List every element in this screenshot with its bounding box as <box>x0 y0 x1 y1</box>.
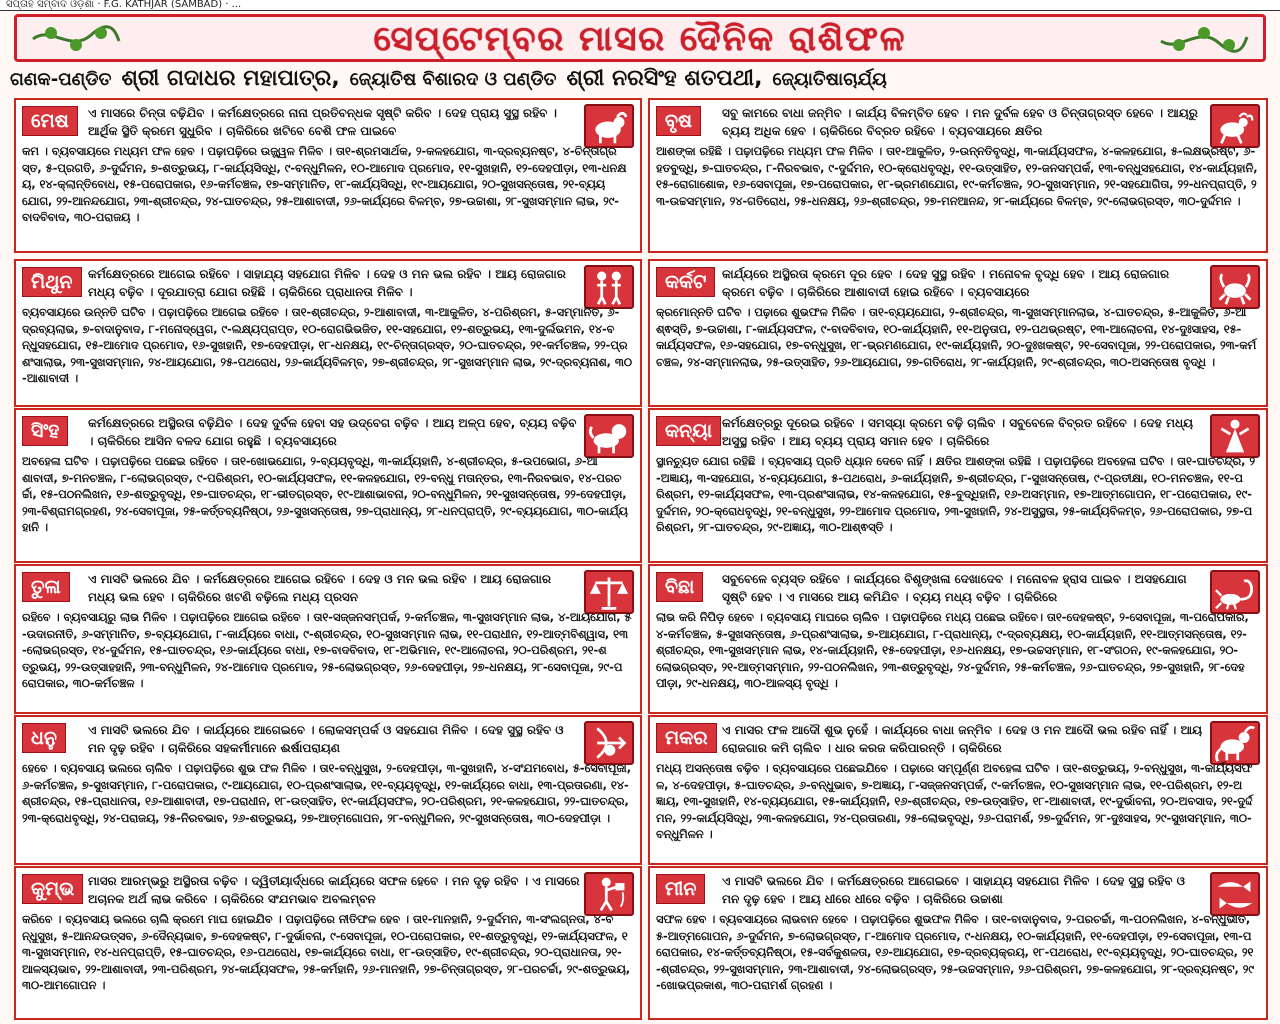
byline-role-2: ଜ୍ୟୋତିଷ ବିଶାରଦ ଓ ପଣ୍ଡିତ <box>349 69 557 90</box>
sign-intro: କର୍ମକ୍ଷେତ୍ରରେ ଅସ୍ଥିରତା ବଢ଼ିଯିବ । ଦେହ ଦୁର୍ବଳ ହେବା ସହ ଉଦ୍‌ବେଗ ବଢ଼ିବ । ଆୟ ଅଳ୍ପ ହେବ, ବ୍ୟୟ ବଢ଼ିବ । ଚାକିରିରେ ଆସିନ ବଳଦ ଯୋଗ ରହୁଛି । ବ୍ୟବସାୟରେ <box>88 416 577 448</box>
sign-body: ଆଶଙ୍କା ରହିଛି । ପଢ଼ାପଢ଼ିରେ ମଧ୍ୟମ ଫଳ ମିଳିବ । ତା୧-ଆକୁଳିତ, ୨-ଉନ୍ନତିବୃଦ୍ଧି, ୩-କାର୍ଯ୍ୟସଫଳ, ୪-କଳହଯୋଗ, ୫-ଲକ୍ଷଭ୍ରଷ୍ଟ, ୬-ହତବୁଦ୍ଧି, ୭-ଘାତଚନ୍ଦ୍ର, ୮-ନିରବଭାବ, ୯-ଦୁର୍ଦ୍ଦମନ, ୧୦-କ୍ରୋଧବୃଦ୍ଧି, ୧୧-ଉତ୍ସାହିତ, ୧୨-ଜନସମ୍ପର୍କ, ୧୩-ବନ୍ଧୁସହଯୋଗ, ୧୪-କାର୍ଯ୍ୟହାନି, ୧୫-ରୋଗାଶୋକ, ୧୬-ସେବାପୂଜା, ୧୭-ପରୋପକାର, ୧୮-ଭ୍ରମଣଯୋଗ, ୧୯-କର୍ମଚଞ୍ଚଳ, ୨୦-ସୁଖସମ୍ମାନ, ୨୧-ସହଯୋଗିତା, ୨୨-ଧନପ୍ରାପ୍ତି, ୨୩-ଉଚ୍ଚସମ୍ମାନ, ୨୪-ଗତିରୋଧ, ୨୫-ଧନକ୍ଷୟ, ୨୬-ଶ୍ରୀଚନ୍ଦ୍ର, ୨୭-ମନଆନନ୍ଦ, ୨୮-କାର୍ଯ୍ୟରେ ବିଳମ୍ବ, ୨୯-ଲୋଭଗ୍ରସ୍ତ, ୩୦-ଦୁର୍ଦ୍ଦମନ । <box>656 145 1258 208</box>
sign-name: ତୁଳା <box>22 572 70 602</box>
sign-box-tula <box>14 564 642 714</box>
water-bearer-icon <box>584 872 634 916</box>
sign-name: କୁମ୍ଭ <box>22 874 83 904</box>
sign-body: ବ୍ୟବସାୟରେ ଉନ୍ନତି ଘଟିବ । ପଢ଼ାପଢ଼ିରେ ଆଗେଇ ରହିବେ । ତା୧-ଶ୍ରୀଚନ୍ଦ୍ର, ୨-ଆଶାବାଦୀ, ୩-ଆକୁଳିତ, ୪-ପରିଶ୍ରମ, ୫-ସମ୍ମାନିତ, ୬-ଦ୍ରବ୍ୟଲାଭ, ୭-ବାଦାନୁବାଦ, ୮-ମନୋଦ୍ୱେଗ, ୯-ଲକ୍ଷ୍ୟପ୍ରାପ୍ତ, ୧୦-ରୋଗଭିଭଜିତ, ୧୧-ସହଯୋଗ, ୧୨-ଶତ୍ରୁଭୟ, ୧୩-ଦୁର୍ଲଭମନ, ୧୪-ବନ୍ଧୁସହଯୋଗ, ୧୫-ଆମୋଦ ପ୍ରମୋଦ, ୧୬-ସୁଖହାନି, ୧୭-ଦେହପୀଡ଼ା, ୧୮-ଧନକ୍ଷୟ, ୧୯-ଚିନ୍ତାଗ୍ରସ୍ତ, ୨୦-ଘାତଚନ୍ଦ୍ର, ୨୧-କର୍ମଚଞ୍ଚଳ, ୨୨-ପ୍ରଶଂସାଲାଭ, ୨୩-ସୁଖସମ୍ମାନ, ୨୪-ଆୟଯୋଗ, ୨୫-ପଥରୋଧ, ୨୬-କାର୍ଯ୍ୟବିଳମ୍ବ, ୨୭-ଶ୍ରୀଚନ୍ଦ୍ର, ୨୮-ସୁଖସମ୍ମାନ ଲାଭ, ୨୯-ଦ୍ରବ୍ୟନାଶ, ୩୦-ଆଶାବାଦୀ । <box>22 306 632 386</box>
sign-body: କମ । ବ୍ୟବସାୟରେ ମଧ୍ୟମ ଫଳ ହେବ । ପଢ଼ାପଢ଼ିରେ ଉଜ୍ଜ୍ୱଳ ମିଳିବ । ତା୧-ଶ୍ରମସାର୍ଥକ, ୨-କଳହଯୋଗ, ୩-ଦ୍ରବ୍ୟନଷ୍ଟ, ୪-ଚିନ୍ତାଗ୍ରସ୍ତ, ୫-ପ୍ରଗତି, ୬-ଦୁର୍ଦ୍ଦମନ, ୭-ଶତ୍ରୁଭୟ, ୮-କାର୍ଯ୍ୟସିଦ୍ଧି, ୯-ବନ୍ଧୁମିଳନ, ୧୦-ଆମୋଦ ପ୍ରମୋଦ, ୧୧-ସୁଖହାନି, ୧୨-ଦେହପୀଡ଼ା, ୧୩-ଧନକ୍ଷୟ, ୧୪-କ୍ଲାନ୍ତିବୋଧ, ୧୫-ପରୋପକାର, ୧୬-କର୍ମଚଞ୍ଚଳ, ୧୭-ସମ୍ମାନିତ, ୧୮-କାର୍ଯ୍ୟସିଦ୍ଧି, ୧୯-ଆୟଯୋଗ, ୨୦-ସୁଖସନ୍ତୋଷ, ୨୧-ବ୍ୟୟଯୋଗ, ୨୨-ଆନନ୍ଦଯୋଗ, ୨୩-ଶ୍ରୀଚନ୍ଦ୍ର, ୨୪-ଘାତଚନ୍ଦ୍ର, ୨୫-ଆଶାବାଦୀ, ୨୬-କାର୍ଯ୍ୟରେ ବିଳମ୍ବ, ୨୭-ଉଚ୍ଚାଶା, ୨୮-ସୁଖସମ୍ମାନ ଲାଭ, ୨୯-ବାଦବିବାଦ, ୩୦-ପରାଜୟ । <box>22 145 627 225</box>
sign-intro: କାର୍ଯ୍ୟରେ ଅସ୍ଥିରତା କ୍ରମେ ଦୂର ହେବ । ଦେହ ସୁସ୍ଥ ରହିବ । ମନୋବଳ ବୃଦ୍ଧି ହେବ । ଆୟ ରୋଜଗାର କ୍ରମେ ବଢ଼ିବ । ଚାକିରିରେ ଆଶାବାଦୀ ହୋଇ ରହିବେ । ବ୍ୟବସାୟରେ <box>722 267 1170 299</box>
sign-box-mithuna <box>14 259 642 407</box>
maiden-icon <box>1210 414 1260 458</box>
sign-intro: ସବୁ କାମରେ ବାଧା ଜନ୍ମିବ । କାର୍ଯ୍ୟ ବିଳମ୍ବିତ ହେବ । ମନ ଦୁର୍ବଳ ହେବ ଓ ଚିନ୍ତାଗ୍ରସ୍ତ ହେବେ । ଆୟରୁ ବ୍ୟୟ ଅଧିକ ହେବ । ଚାକିରିରେ ବିବ୍ରତ ରହିବେ । ବ୍ୟବସାୟରେ କ୍ଷତିର <box>722 106 1198 138</box>
sign-name: ଧନୁ <box>22 723 66 753</box>
sign-intro: ଏ ମାସଟି ଭଲରେ ଯିବ । କାର୍ଯ୍ୟରେ ଆଗେଇବେ । ଲୋକସମ୍ପର୍କ ଓ ସହଯୋଗ ମିଳିବ । ଦେହ ସୁସ୍ଥ ରହିବ ଓ ମନ ଦୃଢ଼ ରହିବ । ଚାକିରିରେ ସହକର୍ମୀମାନେ ଈର୍ଷାପରାୟଣ <box>88 723 564 755</box>
scales-icon <box>584 570 634 614</box>
sign-box-simha <box>14 408 642 563</box>
title-banner <box>14 14 1266 62</box>
sign-name: ମକର <box>656 723 717 753</box>
fish-icon <box>1210 872 1260 916</box>
sign-intro: କର୍ମକ୍ଷେତ୍ରରୁ ଦୂରେଇ ରହିବେ । ସମସ୍ୟା କ୍ରମେ ବଢ଼ି ଚାଲିବ । ସବୁବେଳେ ବିବ୍ରତ ରହିବେ । ଦେହ ମଧ୍ୟ ଅସୁସ୍ଥ ରହିବ । ଆୟ ବ୍ୟୟ ପ୍ରାୟ ସମାନ ହେବ । ଚାକିରିରେ <box>722 416 1193 448</box>
sign-box-kumbha <box>14 866 642 1020</box>
archer-icon <box>584 721 634 765</box>
sign-name: ମୀନ <box>656 874 705 904</box>
sign-box-vrisha <box>648 98 1268 253</box>
twins-icon <box>584 265 634 309</box>
sign-intro: ଏ ମାସଟି ଭଲରେ ଯିବ । କର୍ମକ୍ଷେତ୍ରରେ ଆଗେଇ ରହିବେ । ଦେହ ଓ ମନ ଭଲ ରହିବ । ଆୟ ରୋଜଗାର ମଧ୍ୟ ଭଲ ହେବ । ଚାକିରିରେ ଖଟଣି ବଢ଼ିଲେ ମଧ୍ୟ ପ୍ରସନ <box>88 572 551 604</box>
sign-intro: ସବୁବେଳେ ବ୍ୟସ୍ତ ରହିବେ । କାର୍ଯ୍ୟରେ ବିଶୃଙ୍ଖଳା ଦେଖାଦେବ । ମନୋବଳ ହ୍ରାସ ପାଇବ । ଅସହଯୋଗ ସୃଷ୍ଟି ହେବ । ଏ ମାସରେ ଆୟ କମିଯିବ । ବ୍ୟୟ ମଧ୍ୟ ବଢ଼ିବ । ଚାକିରିରେ <box>722 572 1187 604</box>
sign-box-kanya <box>648 408 1268 563</box>
goat-icon <box>1210 721 1260 765</box>
byline-name-2: ଶ୍ରୀ ନରସିଂହ ଶତପଥୀ, <box>566 66 763 91</box>
sign-intro: ଏ ମାସର ଫଳ ଆଦୌ ଶୁଭ ନୁହେଁ । କାର୍ଯ୍ୟରେ ବାଧା ଜନ୍ମିବ । ଦେହ ଓ ମନ ଆଦୌ ଭଲ ରହିବ ନାହିଁ । ଆୟ ରୋଜଗାର କମି ଚାଲିବ । ଧାର କରଜ କରିପାରନ୍ତି । ଚାକିରିରେ <box>722 723 1202 755</box>
sign-box-bichha <box>648 564 1268 714</box>
page-title: ସେପ୍ଟେମ୍ବର ମାସର ଦୈନିକ ରାଶିଫଳ <box>373 19 907 59</box>
top-strip <box>0 0 1280 11</box>
sign-body: ସଫଳ ହେବ । ବ୍ୟବସାୟରେ ଲାଭବାନ ହେବେ । ପଢ଼ାପଢ଼ିରେ ଶୁଭଫଳ ମିଳିବ । ତା୧-ବାଦାନୁବାଦ, ୨-ପରଚର୍ଚ୍ଚା, ୩-ପଠନଲିଖନ, ୪-ବନ୍ଧୁଭୀତ, ୫-ଆତ୍ମଗୋପନ, ୬-ଦୁର୍ଦ୍ଦମନ, ୭-ଲୋଭଗ୍ରସ୍ତ, ୮-ଆମୋଦ ପ୍ରମୋଦ, ୯-ଧନକ୍ଷୟ, ୧୦-କାର୍ଯ୍ୟହାନି, ୧୧-ଦେହପୀଡ଼ା, ୧୨-ସେବାପୂଜା, ୧୩-ପରୋପକାର, ୧୪-କର୍ତ୍ତବ୍ୟନିଷ୍ଠା, ୧୫-ସର୍ବକୁଶଳତା, ୧୬-ଆୟଯୋଗ, ୧୭-ଦ୍ରବ୍ୟକ୍ରୟ, ୧୮-ପଥରୋଧ, ୧୯-ବ୍ୟୟବୃଦ୍ଧି, ୨୦-ଘାତଚନ୍ଦ୍ର, ୨୧-ଶ୍ରୀଚନ୍ଦ୍ର, ୨୨-ସୁଖସମ୍ମାନ, ୨୩-ଆଶାବାଦୀ, ୨୪-ଲୋଭଗ୍ରସ୍ତ, ୨୫-ଉଚ୍ଚସମ୍ମାନ, ୨୬-ପରିଶ୍ରମ, ୨୭-କଳହଯୋଗ, ୨୮-ଦ୍ରବ୍ୟନଷ୍ଟ, ୨୯-ଖୋଭପ୍ରକାଶ, ୩୦-ପରାମର୍ଶ ଗ୍ରହଣ । <box>656 913 1254 993</box>
lion-icon <box>584 414 634 458</box>
vine-ornament-icon <box>1159 23 1249 55</box>
sign-intro: କର୍ମକ୍ଷେତ୍ରରେ ଆଗେଇ ରହିବେ । ସାହାଯ୍ୟ ସହଯୋଗ ମିଳିବ । ଦେହ ଓ ମନ ଭଲ ରହିବ । ଆୟ ରୋଜଗାର ମଧ୍ୟ ବଢ଼ିବ । ଦୂରଯାତ୍ରା ଯୋଗ ରହିଛି । ଚାକିରିରେ ପ୍ରାଧାନତା ମିଳିବ । <box>88 267 566 299</box>
sign-name: କର୍କଟ <box>656 267 715 297</box>
byline-role-3: ଜ୍ୟୋତିଷାଚାର୍ଯ୍ୟ <box>772 69 887 90</box>
sign-name: ବିଛା <box>656 572 703 602</box>
sign-intro: ଏ ମାସରେ ଚିନ୍ତା ବଢ଼ିଯିବ । କର୍ମକ୍ଷେତ୍ରରେ ନାନା ପ୍ରତିବନ୍ଧକ ସୃଷ୍ଟି କରିବ । ଦେହ ପ୍ରାୟ ସୁସ୍ଥ ରହିବ । ଆର୍ଥିକ ସ୍ଥିତି କ୍ରମେ ସୁଧୁରିବ । ଚାକିରିରେ ଖଟିବେ ବେଶି ଫଳ ପାଇବେ <box>88 106 557 138</box>
sign-name: ମିଥୁନ <box>22 267 82 297</box>
sign-body: ସ୍ଥାନଚ୍ୟୁତ ଯୋଗ ରହିଛି । ବ୍ୟବସାୟ ପ୍ରତି ଧ୍ୟାନ ଦେବେ ନାହିଁ । କ୍ଷତିର ଆଶଙ୍କା ରହିଛି । ପଢ଼ାପଢ଼ିରେ ଅବହେଳା ଘଟିବ । ତା୧-ଘାତଚନ୍ଦ୍ର, ୨-ଅଜ୍ଞାୟ, ୩-ସହଯୋଗ, ୪-ବ୍ୟୟଯୋଗ, ୫-ପଥରୋଧ, ୬-କାର୍ଯ୍ୟହାନି, ୭-ଶ୍ରୀଚନ୍ଦ୍ର, ୮-ସୁଖସନ୍ତୋଷ, ୯-ପ୍ରତୀକ୍ଷା, ୧୦-ମନଚଞ୍ଚଳ, ୧୧-ପରିଶ୍ରମ, ୧୨-କାର୍ଯ୍ୟସଫଳ, ୧୩-ପ୍ରଶଂସାଲାଭ, ୧୪-କଳହଯୋଗ, ୧୫-ବୁଦ୍ଧିହାନି, ୧୬-ଅସମ୍ମାନ, ୧୭-ଆତ୍ମଗୋପନ, ୧୮-ପରୋପକାର, ୧୯-ଦୁର୍ଦ୍ଦମନ, ୨୦-କ୍ରୋଧବୃଦ୍ଧି, ୨୧-ବନ୍ଧୁସୁଖ, ୨୨-ଆମୋଦ ପ୍ରମୋଦ, ୨୩-ସୁଖହାନି, ୨୪-ଅସୁସ୍ଥତା, ୨୫-କାର୍ଯ୍ୟବିଳମ୍ବ, ୨୬-ପରୋପକାର, ୨୭-ପରିଶ୍ରମ, ୨୮-ଘାତଚନ୍ଦ୍ର, ୨୯-ଅଜ୍ଞାୟ, ୩୦-ଆଶ୍ଵସ୍ତି । <box>656 455 1255 535</box>
sign-box-karkata <box>648 259 1268 407</box>
vine-ornament-icon <box>31 23 121 55</box>
sign-body: ଅବହେଳା ଘଟିବ । ପଢ଼ାପଢ଼ିରେ ପଛେଇ ରହିବେ । ତା୧-ଖୋଭଯୋଗ, ୨-ବ୍ୟୟବୃଦ୍ଧି, ୩-କାର୍ଯ୍ୟହାନି, ୪-ଶ୍ରୀଚନ୍ଦ୍ର, ୫-ଉପଭୋଗ, ୬-ଆଶାବାଦୀ, ୭-ମନଚଞ୍ଚଳ, ୮-ଲୋଭଗ୍ରସ୍ତ, ୯-ପରିଶ୍ରମ, ୧୦-କାର୍ଯ୍ୟସଫଳ, ୧୧-କଳହଯୋଗ, ୧୨-ବନ୍ଧୁ ମତାନ୍ତର, ୧୩-ନିରବଭାବ, ୧୪-ପରଚର୍ଚ୍ଚା, ୧୫-ପଠନଲିଖନ, ୧୬-ଶତ୍ରୁବୃଦ୍ଧି, ୧୭-ଘାତଚନ୍ଦ୍ର, ୧୮-ଭୀତଗ୍ରସ୍ତ, ୧୯-ଆଶାଭାବନା, ୨୦-ବନ୍ଧୁମିଳନ, ୨୧-ସୁଖସନ୍ତୋଷ, ୨୨-ଦେହପୀଡ଼ା, ୨୩-ବିଶ୍ରାମଗ୍ରହଣ, ୨୪-ସେବାପୂଜା, ୨୫-କର୍ତ୍ତବ୍ୟନିଷ୍ଠା, ୨୬-ସୁଖସନ୍ତୋଷ, ୨୭-ପ୍ରାଧାନ୍ୟ, ୨୮-ଧନପ୍ରାପ୍ତି, ୨୯-ବ୍ୟୟଯୋଗ, ୩୦-କାର୍ଯ୍ୟହାନି । <box>22 455 628 535</box>
bull-icon <box>1210 104 1260 148</box>
sign-intro: ଏ ମାସଟି ଭଲରେ ଯିବ । କର୍ମକ୍ଷେତ୍ରରେ ଆଗେଇବେ । ସାହାଯ୍ୟ ସହଯୋଗ ମିଳିବ । ଦେହ ସୁସ୍ଥ ରହିବ ଓ ମନ ଦୃଢ଼ ହେବ । ଆୟ ଧୀରେ ଧୀରେ ବଢ଼ିବ । ଚାକିରିରେ ଉଚ୍ଚାଶା <box>722 874 1185 906</box>
scorpion-icon <box>1210 570 1260 614</box>
byline <box>10 64 1270 94</box>
sign-box-mesha <box>14 98 642 253</box>
crab-icon <box>1210 265 1260 309</box>
sign-name: ମେଷ <box>22 106 78 136</box>
sign-body: ଲାଭ କରି ନିପିଡ଼ ହେବେ । ବ୍ୟବସାୟ ମାଘରେ ଚାଲିବ । ପଢ଼ାପଢ଼ିରେ ମଧ୍ୟ ପଛେଇ ରହିବେ। ତା୧-ଦେହକଷ୍ଟ, ୨-ସେବାପୂଜା, ୩-ପରୋପକାର, ୪-କର୍ମଚଞ୍ଚଳ, ୫-ସୁଖସନ୍ତୋଷ, ୬-ପ୍ରଶଂସାଲାଭ, ୭-ଆୟଯୋଗ, ୮-ପ୍ରାଧାନ୍ୟ, ୯-ଦ୍ରବ୍ୟକ୍ଷୟ, ୧୦-କାର୍ଯ୍ୟହାନି, ୧୧-ଆତ୍ମସନ୍ତୋଷ, ୧୨-ଶ୍ରୀଚନ୍ଦ୍ର, ୧୩-ସୁଖସମ୍ମାନ ଲାଭ, ୧୪-କାର୍ଯ୍ୟହାନି, ୧୫-ଦେହପୀଡ଼ା, ୧୬-ଧନକ୍ଷୟ, ୧୭-ଉଚ୍ଚସମ୍ମାନ, ୧୮-ସଂଗଠନ, ୧୯-କଳହଯୋଗ, ୨୦-ଲୋଭଗ୍ରସ୍ତ, ୨୧-ଆତ୍ମସମ୍ମାନ, ୨୨-ପଠନଲିଖନ, ୨୩-ଶତ୍ରୁବୃଦ୍ଧି, ୨୪-ଦୁର୍ଦ୍ଦମନ, ୨୫-କର୍ମଚଞ୍ଚଳ, ୨୬-ଘାତଚନ୍ଦ୍ର, ୨୭-ସୁଖହାନି, ୨୮-ଦେହପୀଡ଼ା, ୨୯-ଧନକ୍ଷୟ, ୩୦-ଆଳସ୍ୟ ବୃଦ୍ଧି । <box>656 611 1249 691</box>
sign-name: ବୃଷ <box>656 106 701 136</box>
top-strip-text: ସପ୍ତାହ ସମ୍ବାଦ ଓଡ଼ିଶା · F.G. KATHJAR (SAMBAD) · ... <box>6 0 242 10</box>
sign-box-makara <box>648 715 1268 865</box>
byline-name-1: ଶ୍ରୀ ଗଦାଧର ମହାପାତ୍ର, <box>121 66 340 91</box>
ram-icon <box>584 104 634 148</box>
sign-name: କନ୍ୟା <box>656 416 721 446</box>
sign-intro: ମାସର ଆରମ୍ଭରୁ ଅସ୍ଥିରତା ବଢ଼ିବ । ଦ୍ୱିତୀୟାର୍ଦ୍ଧରେ କାର୍ଯ୍ୟରେ ସଫଳ ହେବେ । ମନ ଦୃଢ଼ ରହିବ । ଏ ମାସରେ ଅଚାନକ ଅର୍ଥ ଲାଭ କରିବେ । ଚାକିରିରେ ସଂଯମଭାବ ଅବଲମ୍ବନ <box>88 874 580 906</box>
sign-box-dhanu <box>14 715 642 865</box>
sign-box-meena <box>648 866 1268 1020</box>
byline-role-1: ଗଣକ-ପଣ୍ଡିତ <box>10 69 112 90</box>
sign-body: ମଧ୍ୟ ଅସନ୍ତୋଷ ବଢ଼ିବ । ବ୍ୟବସାୟରେ ପଛେଇଯିବେ । ପଢ଼ାରେ ସମ୍ପୂର୍ଣ୍ଣ ଅବହେଳା ଘଟିବ । ତା୧-ଶତ୍ରୁଭୟ, ୨-ବନ୍ଧୁସୁଖ, ୩-କାର୍ଯ୍ୟସଫଳ, ୪-ଦେହପୀଡ଼ା, ୫-ଘାତଚନ୍ଦ୍ର, ୬-ବନ୍ଧୁଭାବ, ୭-ଅଜ୍ଞାୟ, ୮-ସଜ୍ଜନସମ୍ପର୍କ, ୯-କର୍ମଚଞ୍ଚଳ, ୧୦-ସୁଖସମ୍ମାନ ଲାଭ, ୧୧-ପରିଶ୍ରମ, ୧୨-ଅଜ୍ଞାୟ, ୧୩-ସୁଖହାନି, ୧୪-ବ୍ୟୟଯୋଗ, ୧୫-କାର୍ଯ୍ୟହାନି, ୧୬-ଶ୍ରୀଚନ୍ଦ୍ର, ୧୭-ଉତ୍ସାହିତ, ୧୮-ଆଶାବାଦୀ, ୧୯-ଦୁର୍ଭାବନା, ୨୦-ଅବସାଦ, ୨୧-ଦୁର୍ଦ୍ଦମନ, ୨୨-କାର୍ଯ୍ୟସିଦ୍ଧି, ୨୩-କଳହଯୋଗ, ୨୪-ପ୍ରତାରଣା, ୨୫-ଲୋଭବୃଦ୍ଧି, ୨୬-ପରାମର୍ଶ, ୨୭-ଦୁର୍ଦ୍ଦମନ, ୨୮-ଦୁଃସାହସ, ୨୯-ସୁଖସମ୍ମାନ, ୩୦-ବନ୍ଧୁମିଳନ । <box>656 762 1253 842</box>
sign-body: କରିବେ । ବ୍ୟବସାୟ ଭଲରେ ଚାଲି କ୍ରମେ ମାଘ ହୋଇଯିବ । ପଢ଼ାପଢ଼ିରେ ନୀତିଫଳ ହେବ । ତା୧-ମାନହାନି, ୨-ଦୁର୍ଦ୍ଦମନ, ୩-ସଂଲଗ୍ନତା, ୪-ବନ୍ଧୁସୁଖ, ୫-ଆନନ୍ଦଉତ୍ସବ, ୬-ଦୈନ୍ୟଭାବ, ୭-ଦେହକଷ୍ଟ, ୮-ଦୁର୍ଭାବନା, ୯-ସେବାପୂଜା, ୧୦-ପରୋପକାର, ୧୧-ଶତ୍ରୁବୃଦ୍ଧି, ୧୨-କାର୍ଯ୍ୟସଫଳ, ୧୩-ସୁଖସମ୍ମାନ, ୧୪-ଧନପ୍ରାପ୍ତି, ୧୫-ଘାତଚନ୍ଦ୍ର, ୧୬-ପଥରୋଧ, ୧୭-କାର୍ଯ୍ୟରେ ବାଧା, ୧୮-ଉତ୍ସାହିତ, ୧୯-ଶ୍ରୀଚନ୍ଦ୍ର, ୨୦-ପ୍ରାଧାନତା, ୨୧-ଆଳସ୍ୟଭାବ, ୨୨-ଆଶାବାଦୀ, ୨୩-ପରିଶ୍ରମ, ୨୪-କାର୍ଯ୍ୟସଫଳ, ୨୫-କର୍ମହାନି, ୨୬-ମାନହାନି, ୨୭-ଚିନ୍ତାଗ୍ରସ୍ତ, ୨୮-ପରଚର୍ଚ୍ଚା, ୨୯-ଶତ୍ରୁଭୟ, ୩୦-ଆମଗୋପନ । <box>22 913 631 993</box>
sign-body: ହେବେ । ବ୍ୟବସାୟ ଭଲରେ ଚାଲିବ । ପଢ଼ାପଢ଼ିରେ ଶୁଭ ଫଳ ମିଳିବ । ତା୧-ବନ୍ଧୁସୁଖ, ୨-ଦେହପୀଡ଼ା, ୩-ସୁଖହାନି, ୪-ସଂଯମବୋଧ, ୫-ସେବାପୂଜା, ୬-କର୍ମଚଞ୍ଚଳ, ୭-ସୁଖସମ୍ମାନ, ୮-ପରୋପକାର, ୯-ଆୟଯୋଗ, ୧୦-ପ୍ରଶଂସାଲାଭ, ୧୧-ବ୍ୟୟବୃଦ୍ଧି, ୧୨-କାର୍ଯ୍ୟରେ ବାଧା, ୧୩-ପ୍ରତାରଣା, ୧୪-ଶ୍ରୀଚନ୍ଦ୍ର, ୧୫-ପ୍ରାଧାନତା, ୧୬-ଆଶାବାଦୀ, ୧୭-ପରାଧୀନ, ୧୮-ଉତ୍ସାହିତ, ୧୯-କାର୍ଯ୍ୟସଫଳ, ୨୦-ପରିଶ୍ରମ, ୨୧-କଳହଯୋଗ, ୨୨-ଘାତଚନ୍ଦ୍ର, ୨୩-କ୍ରୋଧବୃଦ୍ଧି, ୨୪-ପରାଜୟ, ୨୫-ନିରବଭାବ, ୨୬-ଶତ୍ରୁଭୟ, ୨୭-ଆତ୍ମଗୋପନ, ୨୮-ବନ୍ଧୁମିଳନ, ୨୯-ସୁଖସନ୍ତୋଷ, ୩୦-ଦେହପୀଡ଼ା । <box>22 762 631 825</box>
sign-body: ରହିବେ । ବ୍ୟବସାୟରୁ ଲାଭ ମିଳିବ । ପଢ଼ାପଢ଼ିରେ ଆଗେଇ ରହିବେ । ତା୧-ସଜ୍ଜନସମ୍ପର୍କ, ୨-କର୍ମଚଞ୍ଚଳ, ୩-ସୁଖସମ୍ମାନ ଲାଭ, ୪-ଆୟଯୋଗ, ୫-ଉଦାରନୀତି, ୬-ସମ୍ମାନିତ, ୭-ବ୍ୟୟଯୋଗ, ୮-କାର୍ଯ୍ୟରେ ବାଧା, ୯-ଶ୍ରୀଚନ୍ଦ୍ର, ୧୦-ସୁଖସମ୍ମାନ ଲାଭ, ୧୧-ପରାଧୀନ, ୧୨-ଆତ୍ମବିଶ୍ୱାସ, ୧୩-ଲୋଭଗ୍ରସ୍ତ, ୧୪-ଦୁର୍ଦ୍ଦମନ, ୧୫-ଘାତଚନ୍ଦ୍ର, ୧୬-କାର୍ଯ୍ୟରେ ବାଧା, ୧୭-ବାଦବିବାଦ, ୧୮-ଅଭିମାନ, ୧୯-ଆଲୋଚନା, ୨୦-ପରିଶ୍ରମ, ୨୧-ଶତ୍ରୁଭୟ, ୨୨-ଉତ୍ସାହହାନି, ୨୩-ବନ୍ଧୁମିଳନ, ୨୪-ଆମୋଦ ପ୍ରମୋଦ, ୨୫-ଲୋଭଗ୍ରସ୍ତ, ୨୬-ଦେହପୀଡ଼ା, ୨୭-ଧନକ୍ଷୟ, ୨୮-ସେବାପୂଜା, ୨୯-ପରୋପକାର, ୩୦-କର୍ମଚଞ୍ଚଳ । <box>22 611 632 691</box>
sign-body: କ୍ରମୋନ୍ନତି ଘଟିବ । ପଢ଼ାରେ ଶୁଭଫଳ ମିଳିବ । ତା୧-ବ୍ୟୟଯୋଗ, ୨-ଶ୍ରୀଚନ୍ଦ୍ର, ୩-ସୁଖସମ୍ମାନଲାଭ, ୪-ଘାତଚନ୍ଦ୍ର, ୫-ଆକୁଳିତ, ୬-ଆଶ୍ଵସ୍ତି, ୭-ଉଚ୍ଚାଶା, ୮-କାର୍ଯ୍ୟସଫଳ, ୯-ବାଦବିବାଦ, ୧୦-କାର୍ଯ୍ୟହାନି, ୧୧-ଅନୁତାପ, ୧୨-ପଥଭ୍ରଷ୍ଟ, ୧୩-ଆଲୋଚନା, ୧୪-ଦୁଃସାହସ, ୧୫-କାର୍ଯ୍ୟସଫଳ, ୧୬-ସହଯୋଗ, ୧୭-ବନ୍ଧୁସୁଖ, ୧୮-ଭ୍ରମଣଯୋଗ, ୧୯-କାର୍ଯ୍ୟହାନି, ୨୦-ଦୁଃଖକଷ୍ଟ, ୨୧-ସେବାପୂଜା, ୨୨-ପରୋପକାର, ୨୩-କର୍ମଚଞ୍ଚଳ, ୨୪-ସମ୍ମାନଲାଭ, ୨୫-ଉତ୍ସାହିତ, ୨୬-ଆୟଯୋଗ, ୨୭-ଗତିରୋଧ, ୨୮-କାର୍ଯ୍ୟହାନି, ୨୯-ଶ୍ରୀଚନ୍ଦ୍ର, ୩୦-ଅସନ୍ତୋଷ ବୃଦ୍ଧି । <box>656 306 1257 369</box>
sign-name: ସିଂହ <box>22 416 68 446</box>
